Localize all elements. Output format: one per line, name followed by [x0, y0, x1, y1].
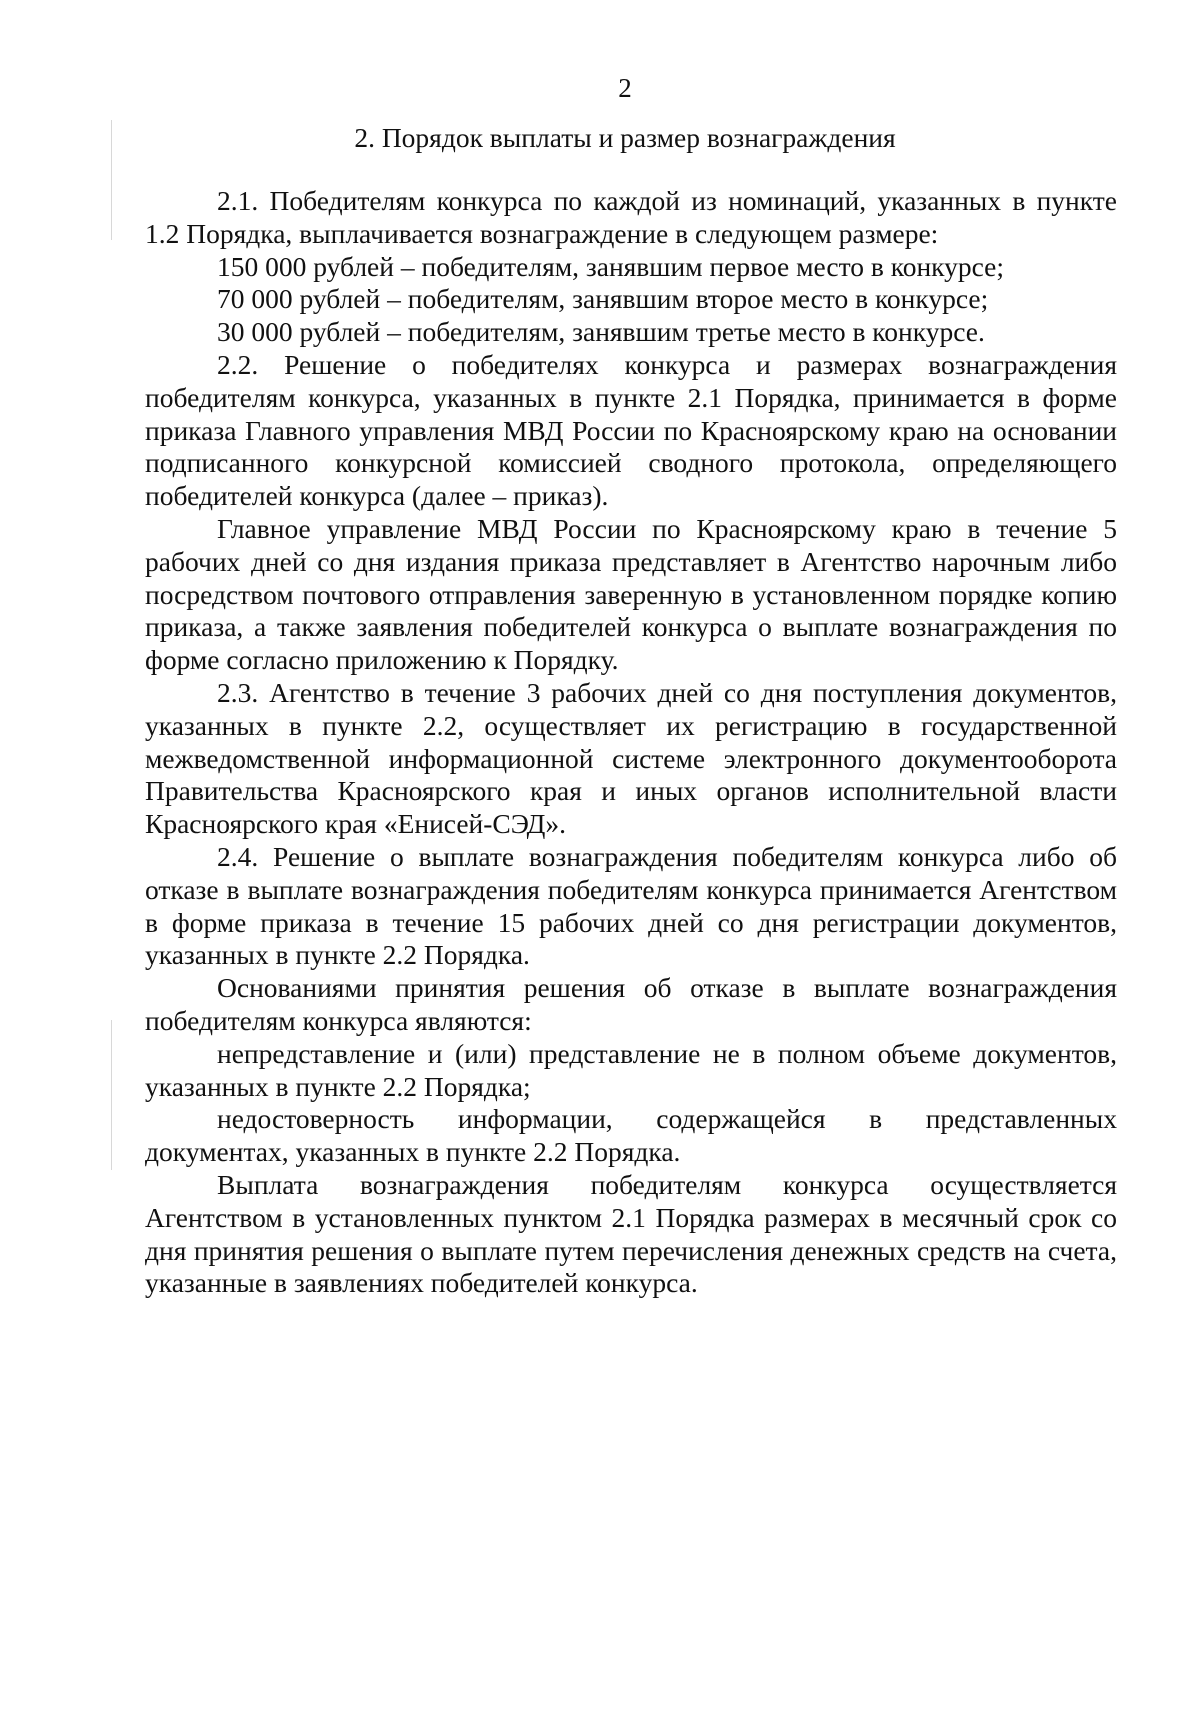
page-number: 2: [618, 73, 632, 103]
reward-second-place: 70 000 рублей – победителям, занявшим второе место в конкурсе;: [217, 283, 989, 315]
paragraph-2-4: 2.4. Решение о выплате вознаграждения победителям конкурса либо об отказе в выплате вознаграждения победителям конкурса принимается Агентством в форме приказа в течение 15 рабочих дней со дня регистрации документов, указанных в пункте 2.2 Порядка.: [145, 840, 1117, 971]
paragraph-submission: Главное управление МВД России по Красноярскому краю в течение 5 рабочих дней со дня издания приказа представляет в Агентство нарочным либо посредством почтового отправления заверенную в установленном порядке копию приказа, а также заявления победителей конкурса о выплате вознаграждения по форме согласно приложению к Порядку.: [145, 512, 1117, 676]
scan-edge-mark: [111, 1020, 112, 1170]
reward-third-place: 30 000 рублей – победителям, занявшим третье место в конкурсе.: [217, 316, 985, 348]
refusal-ground-unreliable: недостоверность информации, содержащейся в представленных документах, указанных в пункте 2.2 Порядка.: [145, 1103, 1117, 1168]
section-title: 2. Порядок выплаты и размер вознаграждения: [354, 122, 896, 153]
paragraph-2-2: 2.2. Решение о победителях конкурса и размерах вознаграждения победителям конкурса, указанных в пункте 2.1 Порядка, принимается в форме приказа Главного управления МВД России по Красноярскому краю на основании подписанного конкурсной комиссией сводного протокола, определяющего победителей конкурса (далее – приказ).: [145, 348, 1117, 512]
paragraph-refusal-grounds: Основаниями принятия решения об отказе в выплате вознаграждения победителям конкурса являются:: [145, 972, 1117, 1036]
document-body: [145, 185, 1117, 1300]
paragraph-2-1: 2.1. Победителям конкурса по каждой из номинаций, указанных в пункте 1.2 Порядка, выплачивается вознаграждение в следующем размере:: [145, 185, 1117, 249]
refusal-ground-incomplete: непредставление и (или) представление не в полном объеме документов, указанных в пункте 2.2 Порядка;: [145, 1037, 1117, 1102]
reward-first-place: 150 000 рублей – победителям, занявшим первое место в конкурсе;: [217, 250, 1005, 282]
paragraph-2-3: 2.3. Агентство в течение 3 рабочих дней со дня поступления документов, указанных в пункте 2.2, осуществляет их регистрацию в государственной межведомственной информационной системе электронного документооборота Правительства Красноярского края и иных органов исполнительной власти Красноярского края «Енисей-СЭД».: [145, 676, 1117, 840]
paragraph-payment: Выплата вознаграждения победителям конкурса осуществляется Агентством в установленных пунктом 2.1 Порядка размерах в месячный срок со дня принятия решения о выплате путем перечисления денежных средств на счета, указанные в заявлениях победителей конкурса.: [145, 1168, 1117, 1299]
